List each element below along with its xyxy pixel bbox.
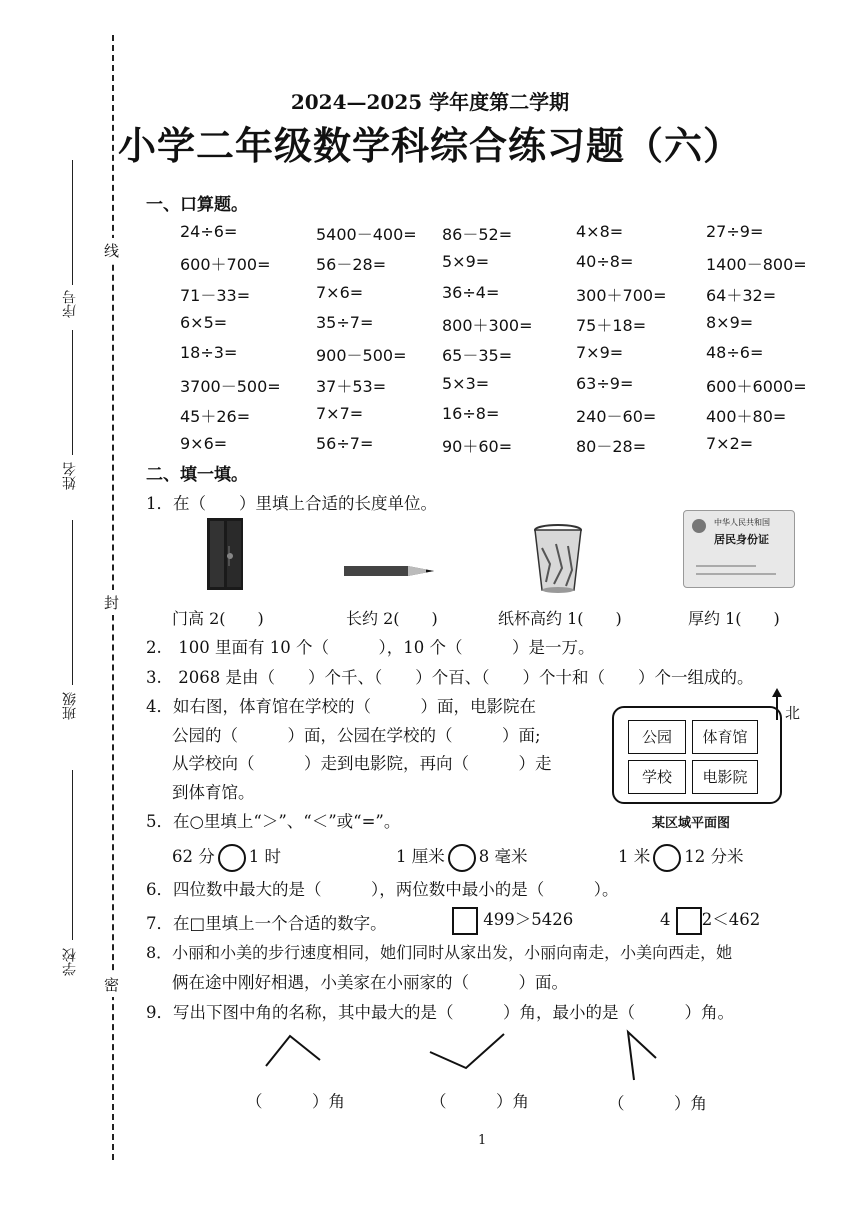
header-year: 2024—2025 学年度第二学期	[290, 90, 570, 114]
map-cell-gym: 体育馆	[692, 720, 758, 754]
field-line-school[interactable]	[72, 770, 73, 940]
q4-line1: 4．如右图，体育馆在学校的（ ）面，电影院在	[146, 697, 536, 716]
field-label-school: 学校	[62, 948, 78, 976]
math-item: 80－28=	[576, 437, 647, 457]
q9-text: 9．写出下图中角的名称，其中最大的是（ ）角，最小的是（ ）角。	[146, 1003, 734, 1022]
math-item: 5400－400=	[316, 225, 417, 244]
math-item: 75＋18=	[576, 315, 647, 335]
q9-label-1: （ ）角	[246, 1092, 345, 1111]
q7-text: 7．在□里填上一个合适的数字。	[146, 914, 387, 933]
section1-heading: 一、口算题。	[146, 195, 248, 215]
compare-circle-1[interactable]	[218, 844, 246, 872]
q5-item-2-left: 1 厘米	[396, 847, 445, 866]
q5-item-1	[172, 843, 281, 872]
math-item: 5×9=	[442, 252, 490, 272]
math-item: 56－28=	[316, 255, 387, 275]
math-item: 37＋53=	[316, 376, 387, 396]
compare-circle-3[interactable]	[653, 844, 681, 872]
math-item: 86－52=	[442, 225, 513, 244]
math-item: 600＋700=	[180, 255, 271, 275]
math-item: 48÷6=	[706, 343, 764, 363]
math-item: 18÷3=	[180, 343, 238, 363]
q6-text: 6．四位数中最大的是（ ），两位数中最小的是（ ）。	[146, 880, 619, 899]
q5-item-2	[396, 843, 528, 872]
math-item: 800＋300=	[442, 315, 533, 335]
q5-text: 5．在○里填上“＞”、“＜”或“=”。	[146, 812, 401, 831]
math-item: 36÷4=	[442, 282, 500, 302]
q5-item-3	[618, 843, 744, 872]
math-item: 63÷9=	[576, 373, 634, 393]
map-caption: 某区域平面图	[652, 816, 731, 831]
field-line-class[interactable]	[72, 520, 73, 685]
q7-item-1	[452, 906, 573, 935]
q9-label-2: （ ）角	[430, 1092, 529, 1111]
math-item: 240－60=	[576, 406, 657, 426]
math-item: 5×3=	[442, 373, 490, 393]
math-item: 24÷6=	[180, 222, 238, 241]
map-cell-park: 公园	[628, 720, 686, 754]
math-item: 6×5=	[180, 312, 228, 332]
math-item: 40÷8=	[576, 252, 634, 272]
field-label-serial: 序号	[62, 290, 78, 318]
angle-figure-2	[424, 1030, 510, 1070]
q5-item-1-left: 62 分	[172, 847, 215, 866]
binding-label-secret: 密	[104, 972, 119, 997]
q1-caption-door: 门高 2( )	[172, 609, 264, 628]
digit-box-1[interactable]	[452, 907, 478, 935]
q9-label-3: （ ）角	[608, 1094, 707, 1113]
q1-caption-pencil: 长约 2( )	[346, 609, 438, 628]
page-number: 1	[478, 1133, 487, 1148]
q1-caption-idcard: 厚约 1( )	[688, 609, 780, 628]
math-item: 56÷7=	[316, 434, 374, 454]
north-label: 北	[785, 704, 801, 722]
q1-caption-cup: 纸杯高约 1( )	[498, 609, 622, 628]
math-item: 64＋32=	[706, 285, 777, 305]
math-item: 35÷7=	[316, 312, 374, 332]
binding-label-line: 线	[104, 238, 119, 263]
q1-text: 1．在（ ）里填上合适的长度单位。	[146, 494, 437, 513]
area-map	[612, 706, 782, 804]
math-item: 7×7=	[316, 403, 364, 423]
digit-box-2[interactable]	[676, 907, 702, 935]
q8-line1: 8．小丽和小美的步行速度相同，她们同时从家出发，小丽向南走，小美向西走，她	[146, 943, 733, 962]
math-item: 400＋80=	[706, 406, 787, 426]
math-item: 1400－800=	[706, 255, 807, 275]
pencil-image	[342, 560, 436, 582]
q5-item-3-right: 12 分米	[684, 847, 744, 866]
binding-label-seal: 封	[104, 590, 119, 615]
q5-item-2-right: 8 毫米	[478, 847, 528, 866]
math-item: 7×6=	[316, 282, 364, 302]
q7-item-2-after: 2＜462	[701, 910, 761, 929]
q7-item-2-before: 4	[660, 910, 671, 929]
map-cell-cinema: 电影院	[692, 760, 758, 794]
id-card-image	[683, 510, 795, 588]
q7-item-2	[660, 906, 760, 935]
id-card-line1: 中华人民共和国	[714, 518, 770, 527]
math-item: 600＋6000=	[706, 376, 807, 396]
q3-text: 3. 2068 是由（ ）个千、（ ）个百、（ ）个十和（ ）个一组成的。	[146, 668, 754, 687]
section2-heading: 二、填一填。	[146, 465, 248, 485]
q8-line2: 俩在途中刚好相遇，小美家在小丽家的（ ）面。	[172, 973, 568, 992]
field-label-name: 姓名	[62, 462, 78, 490]
field-line-name[interactable]	[72, 330, 73, 455]
q5-item-1-right: 1 时	[248, 847, 281, 866]
emblem-icon	[692, 519, 706, 533]
math-item: 7×9=	[576, 343, 624, 363]
q4-line3: 从学校向（ ）走到电影院，再向（ ）走	[172, 754, 552, 773]
math-item: 65－35=	[442, 346, 513, 366]
math-item: 45＋26=	[180, 406, 251, 426]
door-image	[205, 516, 245, 592]
math-item: 3700－500=	[180, 376, 281, 396]
math-item: 8×9=	[706, 312, 754, 332]
compare-circle-2[interactable]	[448, 844, 476, 872]
q4-line2: 公园的（ ）面，公园在学校的（ ）面;	[172, 726, 541, 745]
id-card-line2: 居民身份证	[714, 533, 769, 546]
math-item: 9×6=	[180, 434, 228, 454]
math-item: 71－33=	[180, 285, 251, 305]
angle-figure-1	[260, 1030, 330, 1070]
math-item: 16÷8=	[442, 403, 500, 423]
math-item: 7×2=	[706, 434, 754, 454]
math-item: 90＋60=	[442, 437, 513, 457]
math-item: 300＋700=	[576, 285, 667, 305]
field-line-serial[interactable]	[72, 160, 73, 285]
map-cell-school: 学校	[628, 760, 686, 794]
field-label-class: 班级	[62, 692, 78, 720]
math-item: 4×8=	[576, 222, 624, 241]
paper-cup-image	[532, 524, 584, 594]
page-title: 小学二年级数学科综合练习题（六）	[117, 123, 742, 168]
q7-item-1-text: 499＞5426	[483, 910, 574, 929]
math-item: 900－500=	[316, 346, 407, 366]
math-item: 27÷9=	[706, 222, 764, 241]
q5-item-3-left: 1 米	[618, 847, 651, 866]
angle-figure-3	[620, 1028, 680, 1084]
q4-line4: 到体育馆。	[172, 783, 255, 802]
q2-text: 2. 100 里面有 10 个（ ），10 个（ ）是一万。	[146, 638, 595, 657]
